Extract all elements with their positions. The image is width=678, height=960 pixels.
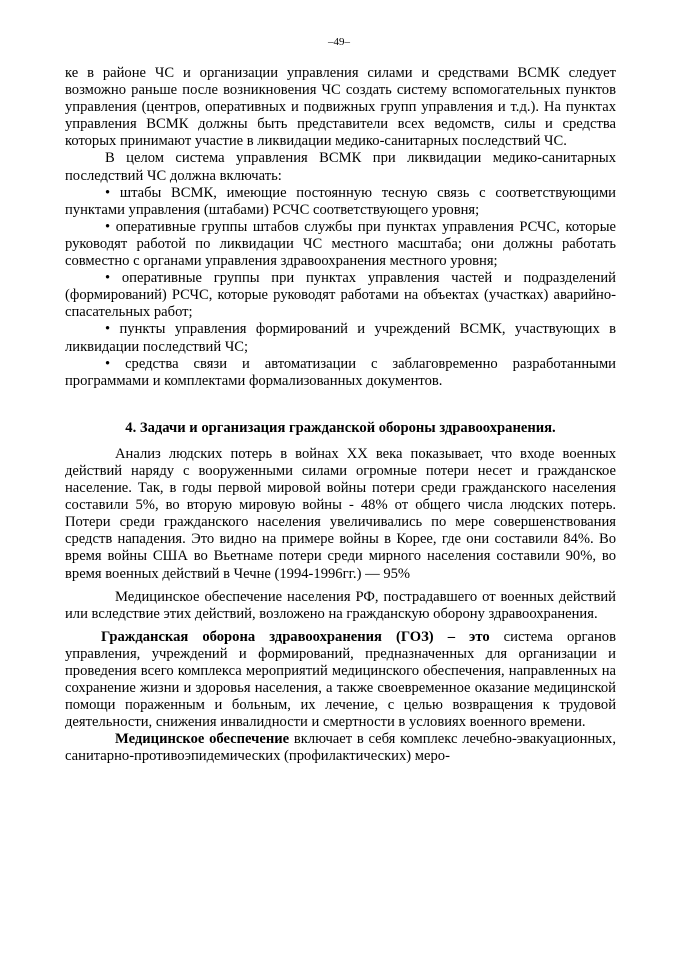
- page-content: [65, 65, 616, 766]
- paragraph-system-intro: В целом система управления ВСМК при ликвидации медико-санитарных последствий ЧС должна включать:: [65, 150, 616, 184]
- goz-term: Гражданская оборона здравоохранения (ГОЗ) – это: [101, 628, 490, 645]
- paragraph-medical-provision: [65, 731, 616, 765]
- bullet-item-operational-groups: • оперативные группы штабов службы при пунктах управления РСЧС, которые руководят работой по ликвидации ЧС местного масштаба; они должны работать совместно с органами управления здравоохранения местного уровня;: [65, 218, 616, 270]
- paragraph-losses-analysis: Анализ людских потерь в войнах XX века показывает, что входе военных действий наряду с вооруженными силами огромные потери несет и гражданское население. Так, в годы первой мировой войны потери среди гражданского населения составили 5%, во вторую мировую войны - 48% от общего числа людских потерь. Потери среди гражданского населения увеличивались по мере совершенствования средств нападения. Это видно на примере войны в Корее, где они составили 84%. Во время войны США во Вьетнаме потери среди мирного населения составили 90%, во время военных действий в Чечне (1994-1996гг.) — 95%: [65, 445, 616, 582]
- paragraph-continuation: ке в районе ЧС и организации управления силами и средствами ВСМК следует возможно раньше после возникновения ЧС создать систему вспомогательных пунктов управления (центров, оперативных и подвижных групп управления и т.д.). На пунктах управления ВСМК должны быть представители всех ведомств, силы и средства которых принимают участие в ликвидации медико-санитарных последствий ЧС.: [65, 65, 616, 150]
- section-heading: 4. Задачи и организация гражданской обороны здравоохранения.: [125, 419, 556, 436]
- paragraph-goz-definition: [65, 629, 616, 732]
- goz-definition-text: система органов управления, учреждений и формирований, предназначенных для организации и проведения всего комплекса мероприятий медицинского обеспечения, направленных на сохранение жизни и здоровья населения, а также своевременное оказание медицинской помощи пораженным и больным, их лечение, с целью возвращения к трудовой деятельности, снижения инвалидности и смертности в условиях военного времени.: [65, 628, 616, 731]
- medical-provision-term: Медицинское обеспечение: [115, 731, 290, 748]
- bullet-item-unit-groups: • оперативные группы при пунктах управления частей и подразделений (формирований) РСЧС, которые руководят работами на объектах (участках) аварийно-спасательных работ;: [65, 270, 616, 321]
- medical-provision-text: включает в себя комплекс лечебно-эвакуационных, санитарно-противоэпидемических (профилактических) меро-: [65, 731, 617, 765]
- bullet-item-headquarters: • штабы ВСМК, имеющие постоянную тесную связь с соответствующими пунктами управления (штабами) РСЧС соответствующего уровня;: [65, 184, 616, 218]
- bullet-item-control-points: • пункты управления формирований и учреждений ВСМК, участвующих в ликвидации последствий ЧС;: [65, 321, 616, 355]
- bullet-item-communications: • средства связи и автоматизации с заблаговременно разработанными программами и комплектами формализованных документов.: [65, 355, 616, 389]
- paragraph-medical-support: Медицинское обеспечение населения РФ, пострадавшего от военных действий или вследствие этих действий, возложено на гражданскую оборону здравоохранения.: [65, 588, 616, 622]
- page-number: –49–: [328, 36, 350, 48]
